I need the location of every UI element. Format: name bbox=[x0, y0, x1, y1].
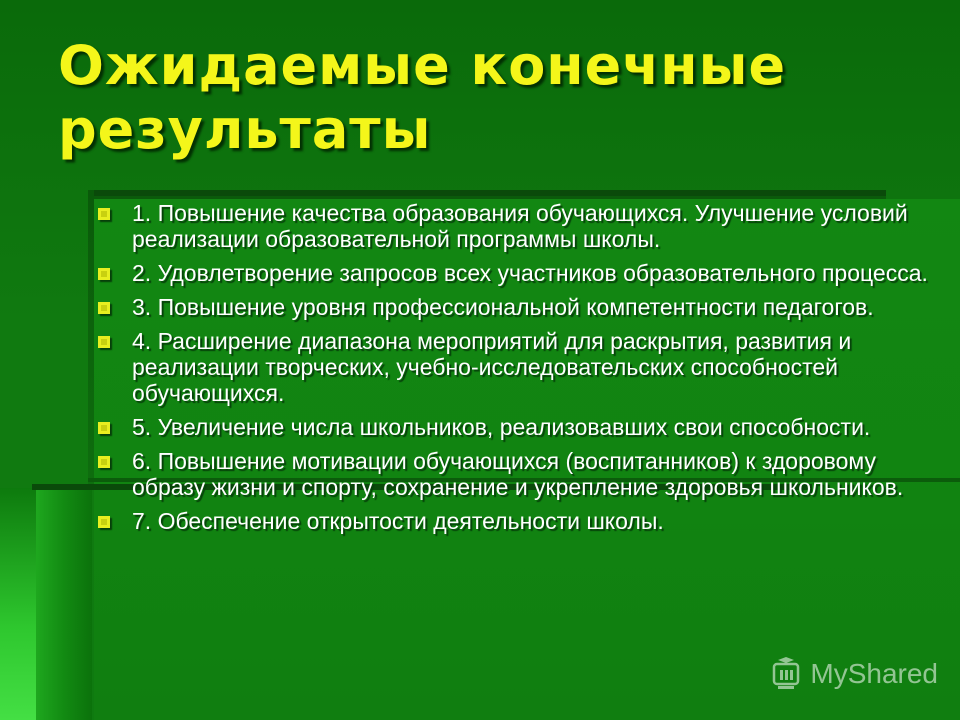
list-item bbox=[96, 294, 936, 320]
watermark-text: MyShared bbox=[810, 658, 938, 689]
list-item-text: 6. Повышение мотивации обучающихся (воспитанников) к здоровому образу жизни и спорту, сохранение и укрепление здоровья школьников. bbox=[132, 448, 904, 500]
list-item bbox=[96, 414, 936, 440]
square-bullet-icon bbox=[98, 208, 110, 220]
square-bullet-icon bbox=[98, 268, 110, 280]
slide-title: Ожидаемые конечные результаты bbox=[58, 34, 787, 161]
results-list bbox=[96, 200, 936, 542]
square-bullet-icon bbox=[98, 456, 110, 468]
left-accent-strip-inner bbox=[0, 488, 36, 720]
list-item bbox=[96, 448, 936, 500]
left-divider-bar bbox=[88, 190, 94, 490]
watermark bbox=[768, 656, 938, 692]
list-item-text: 1. Повышение качества образования обучающихся. Улучшение условий реализации образовательной программы школы. bbox=[132, 200, 908, 252]
square-bullet-icon bbox=[98, 516, 110, 528]
square-bullet-icon bbox=[98, 302, 110, 314]
list-item bbox=[96, 508, 936, 534]
list-item bbox=[96, 328, 936, 406]
square-bullet-icon bbox=[98, 422, 110, 434]
list-item-text: 4. Расширение диапазона мероприятий для раскрытия, развития и реализации творческих, учебно-исследовательских способностей обучающихся. bbox=[132, 328, 852, 406]
list-item-text: 3. Повышение уровня профессиональной компетентности педагогов. bbox=[132, 294, 874, 320]
mortarboard-icon bbox=[768, 656, 804, 692]
square-bullet-icon bbox=[98, 336, 110, 348]
list-item bbox=[96, 200, 936, 252]
list-item bbox=[96, 260, 936, 286]
list-item-text: 7. Обеспечение открытости деятельности школы. bbox=[132, 508, 664, 534]
top-divider-shadow bbox=[88, 196, 886, 199]
list-item-text: 2. Удовлетворение запросов всех участников образовательного процесса. bbox=[132, 260, 928, 286]
list-item-text: 5. Увеличение числа школьников, реализовавших свои способности. bbox=[132, 414, 871, 440]
